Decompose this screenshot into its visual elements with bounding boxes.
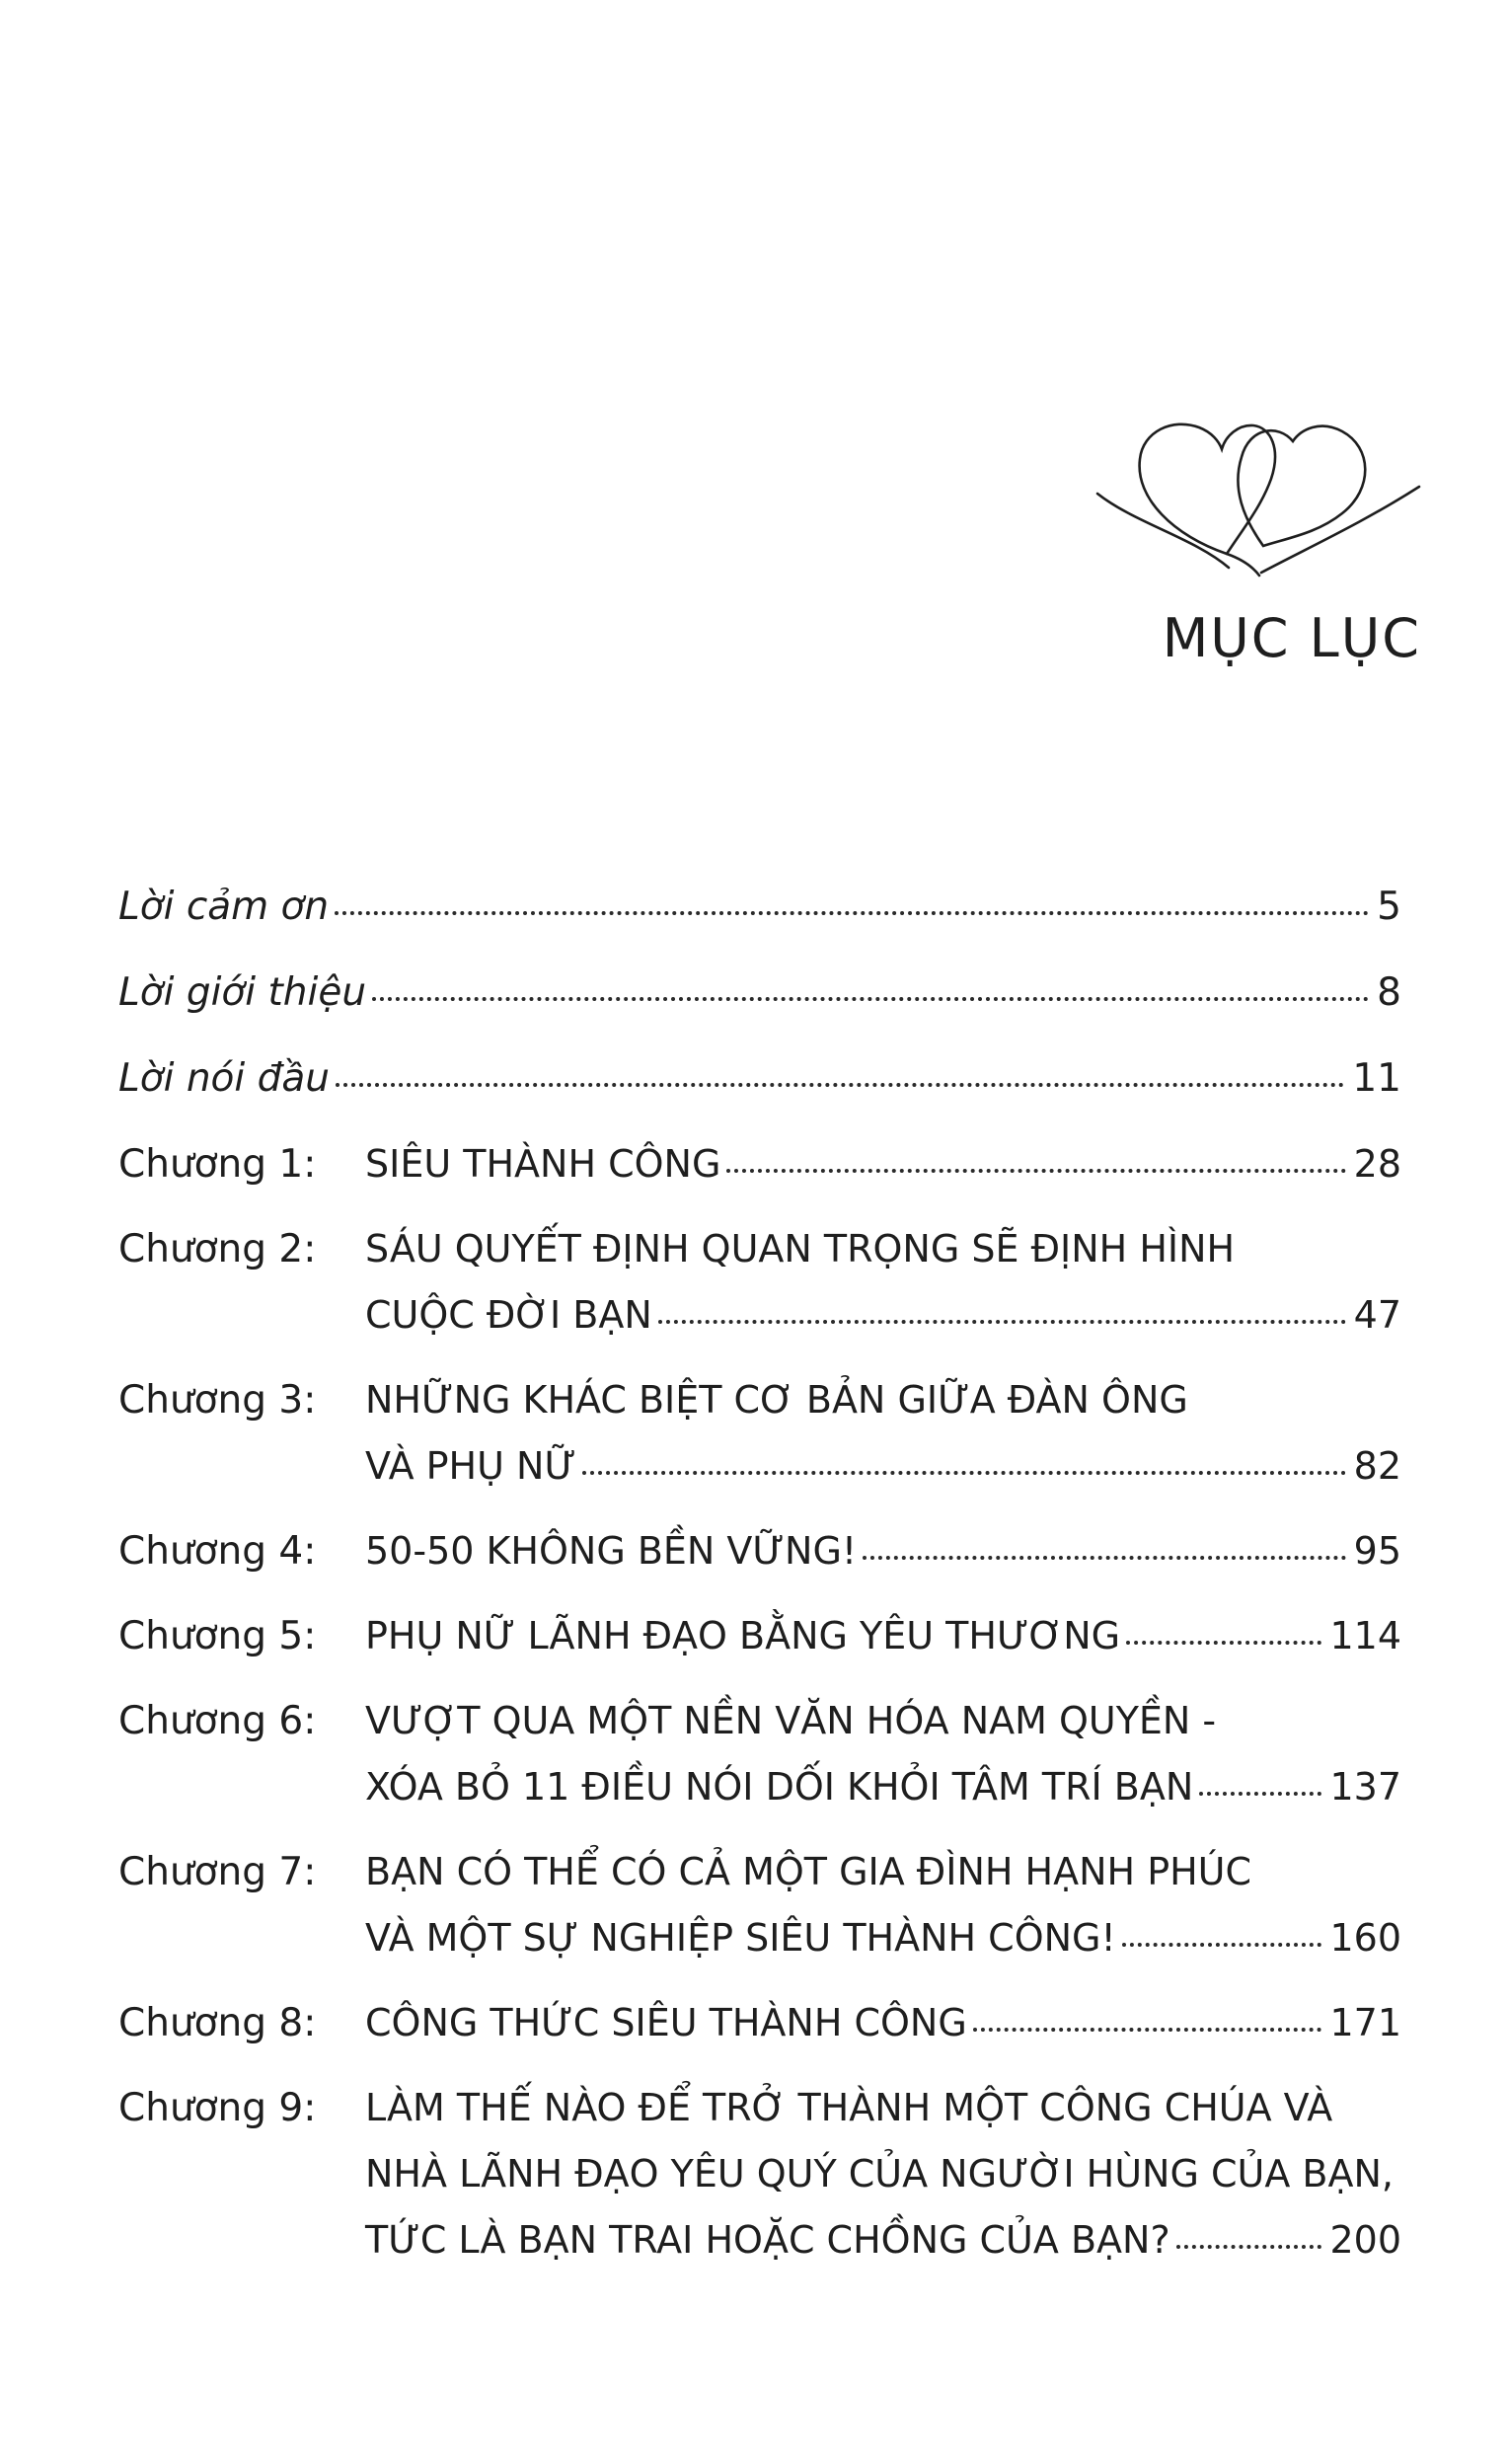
chapter-label: Chương 8: [118,2001,317,2045]
chapter-label: Chương 7: [118,1850,317,1894]
chapter-title-line: SÁU QUYẾT ĐỊNH QUAN TRỌNG SẼ ĐỊNH HÌNH [365,1227,1236,1270]
chapter-title-line: CUỘC ĐỜI BẠN [365,1293,652,1337]
toc-entry-chapter-8 [118,1990,1401,2056]
page-number: 200 [1329,2218,1401,2262]
toc-entry-chapter-1 [118,1131,1401,1197]
chapter-title-line: XÓA BỎ 11 ĐIỀU NÓI DỐI KHỎI TÂM TRÍ BẠN [365,1765,1194,1809]
chapter-label: Chương 4: [118,1529,317,1574]
chapter-title-line: VÀ PHỤ NỮ [365,1444,577,1488]
toc-entry-preface [118,1045,1401,1112]
toc-entry-title: Lời nói đầu [118,1056,331,1101]
toc-entry-introduction [118,960,1401,1026]
toc-entry-chapter-3 [118,1367,1401,1500]
chapter-label: Chương 1: [118,1142,317,1187]
toc-entry-chapter-2 [118,1216,1401,1348]
page-number: 28 [1353,1142,1401,1186]
page-number: 8 [1377,970,1401,1015]
toc-entry-chapter-6 [118,1688,1401,1820]
toc-entry-title: Lời giới thiệu [118,970,367,1015]
page-number: 5 [1377,885,1401,929]
dot-leader [1126,1641,1321,1645]
dot-leader [973,2028,1322,2032]
dot-leader [372,997,1369,1001]
chapter-title: CÔNG THỨC SIÊU THÀNH CÔNG [365,2001,967,2044]
chapter-title: 50-50 KHÔNG BỀN VỮNG! [365,1529,858,1573]
toc-entry-chapter-4 [118,1518,1401,1584]
chapter-title-line: VƯỢT QUA MỘT NỀN VĂN HÓA NAM QUYỀN - [365,1699,1217,1742]
intertwined-hearts-ornament [1095,380,1421,582]
dot-leader [658,1320,1346,1324]
dot-leader [1176,2245,1322,2249]
dot-leader [726,1169,1345,1173]
chapter-label: Chương 2: [118,1227,317,1271]
page-number: 82 [1353,1444,1401,1488]
chapter-title-line: TỨC LÀ BẠN TRAI HOẶC CHỒNG CỦA BẠN? [365,2218,1170,2262]
chapter-title-line: LÀM THẾ NÀO ĐỂ TRỞ THÀNH MỘT CÔNG CHÚA VÀ [365,2086,1333,2129]
table-of-contents [118,874,1401,2292]
page-number: 95 [1353,1529,1401,1573]
page-number: 160 [1329,1916,1401,1960]
dot-leader [335,911,1369,915]
chapter-label: Chương 9: [118,2086,317,2130]
chapter-title: SIÊU THÀNH CÔNG [365,1142,721,1186]
dot-leader [582,1471,1346,1475]
toc-entry-chapter-5 [118,1603,1401,1669]
dot-leader [863,1556,1346,1560]
page-number: 47 [1353,1293,1401,1337]
chapter-label: Chương 6: [118,1699,317,1743]
page-number: 11 [1352,1056,1401,1101]
chapter-title: PHỤ NỮ LÃNH ĐẠO BẰNG YÊU THƯƠNG [365,1614,1121,1657]
chapter-title-line: VÀ MỘT SỰ NGHIỆP SIÊU THÀNH CÔNG! [365,1916,1116,1960]
page-number: 114 [1329,1614,1401,1657]
toc-entry-chapter-7 [118,1839,1401,1971]
page-title: MỤC LỤC [1162,607,1421,669]
page-number: 137 [1329,1765,1401,1809]
toc-entry-chapter-9 [118,2075,1401,2273]
chapter-title-line: NHỮNG KHÁC BIỆT CƠ BẢN GIỮA ĐÀN ÔNG [365,1378,1188,1422]
toc-entry-acknowledgements [118,874,1401,940]
dot-leader [1122,1943,1322,1947]
chapter-title-line: NHÀ LÃNH ĐẠO YÊU QUÝ CỦA NGƯỜI HÙNG CỦA BẠN, [365,2152,1394,2195]
dot-leader [336,1083,1344,1087]
dot-leader [1199,1792,1321,1796]
chapter-title-line: BẠN CÓ THỂ CÓ CẢ MỘT GIA ĐÌNH HẠNH PHÚC [365,1850,1252,1893]
chapter-label: Chương 5: [118,1614,317,1658]
page-number: 171 [1329,2001,1401,2044]
toc-entry-title: Lời cảm ơn [118,885,330,929]
chapter-label: Chương 3: [118,1378,317,1423]
